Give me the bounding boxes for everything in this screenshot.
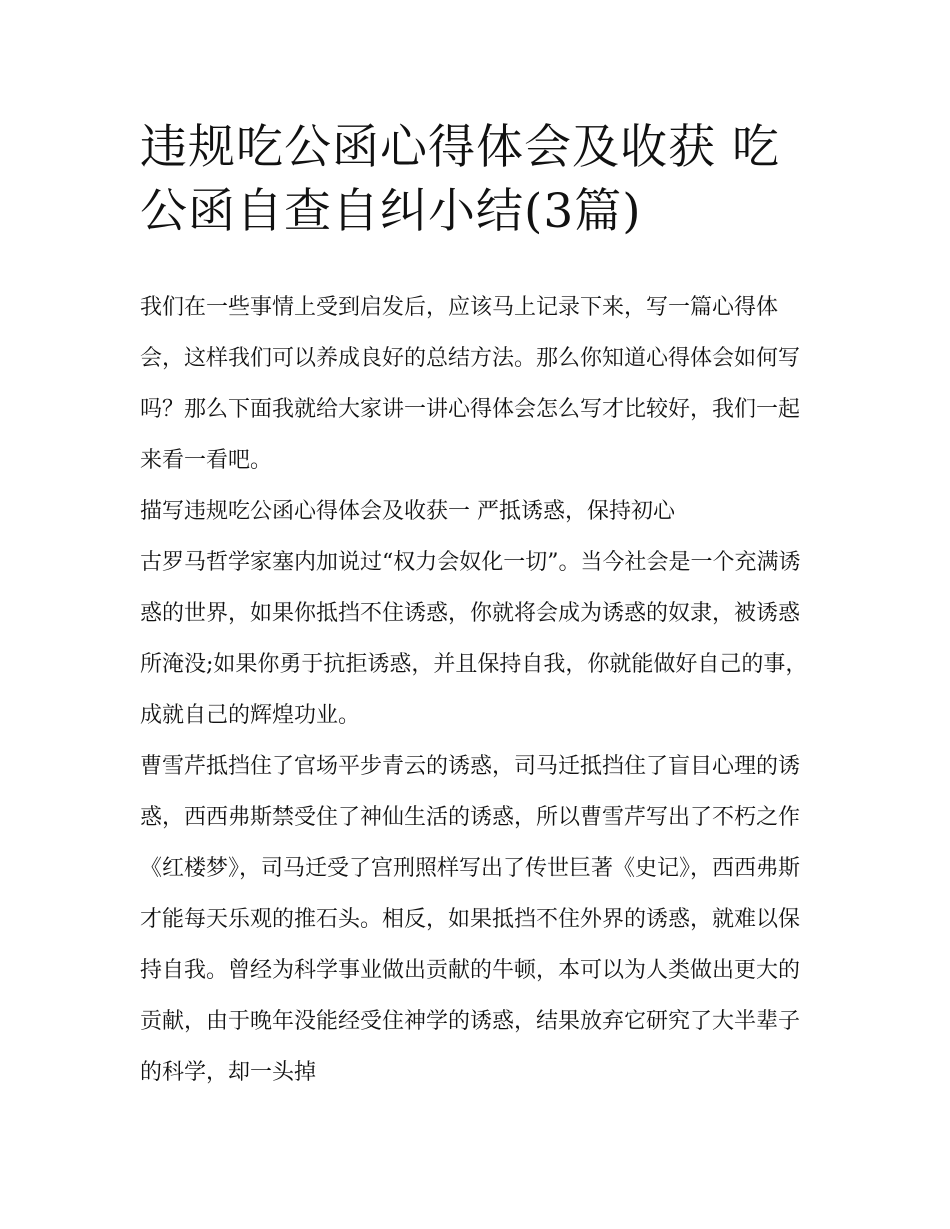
paragraph-examples: 曹雪芹抵挡住了官场平步青云的诱惑，司马迁抵挡住了盲目心理的诱惑，西西弗斯禁受住了神仙生活的诱惑，所以曹雪芹写出了不朽之作《红楼梦》，司马迁受了宫刑照样写出了传世巨著《史记》，西西弗斯才能每天乐观的推石头。相反，如果抵挡不住外界的诱惑，就难以保持自我。曾经为科学事业做出贡献的牛顿，本可以为人类做出更大的贡献，由于晚年没能经受住神学的诱惑，结果放弃它研究了大半辈子的科学，却一头掉 bbox=[140, 754, 801, 1085]
paragraph-section-heading: 描写违规吃公函心得体会及收获一 严抵诱惑，保持初心 bbox=[140, 499, 675, 524]
paragraph-intro: 我们在一些事情上受到启发后，应该马上记录下来，写一篇心得体会，这样我们可以养成良好的总结方法。那么你知道心得体会如何写吗？那么下面我就给大家讲一讲心得体会怎么写才比较好，我们一起来看一看吧。 bbox=[140, 295, 801, 473]
paragraph-seneca-quote: 古罗马哲学家塞内加说过“权力会奴化一切”。当今社会是一个充满诱惑的世界，如果你抵挡不住诱惑，你就将会成为诱惑的奴隶，被诱惑所淹没;如果你勇于抗拒诱惑，并且保持自我，你就能做好自己的事，成就自己的辉煌功业。 bbox=[140, 550, 808, 728]
document-title: 违规吃公函心得体会及收获 吃公函自查自纠小结(3篇) bbox=[140, 120, 780, 239]
document-body bbox=[140, 282, 820, 1098]
